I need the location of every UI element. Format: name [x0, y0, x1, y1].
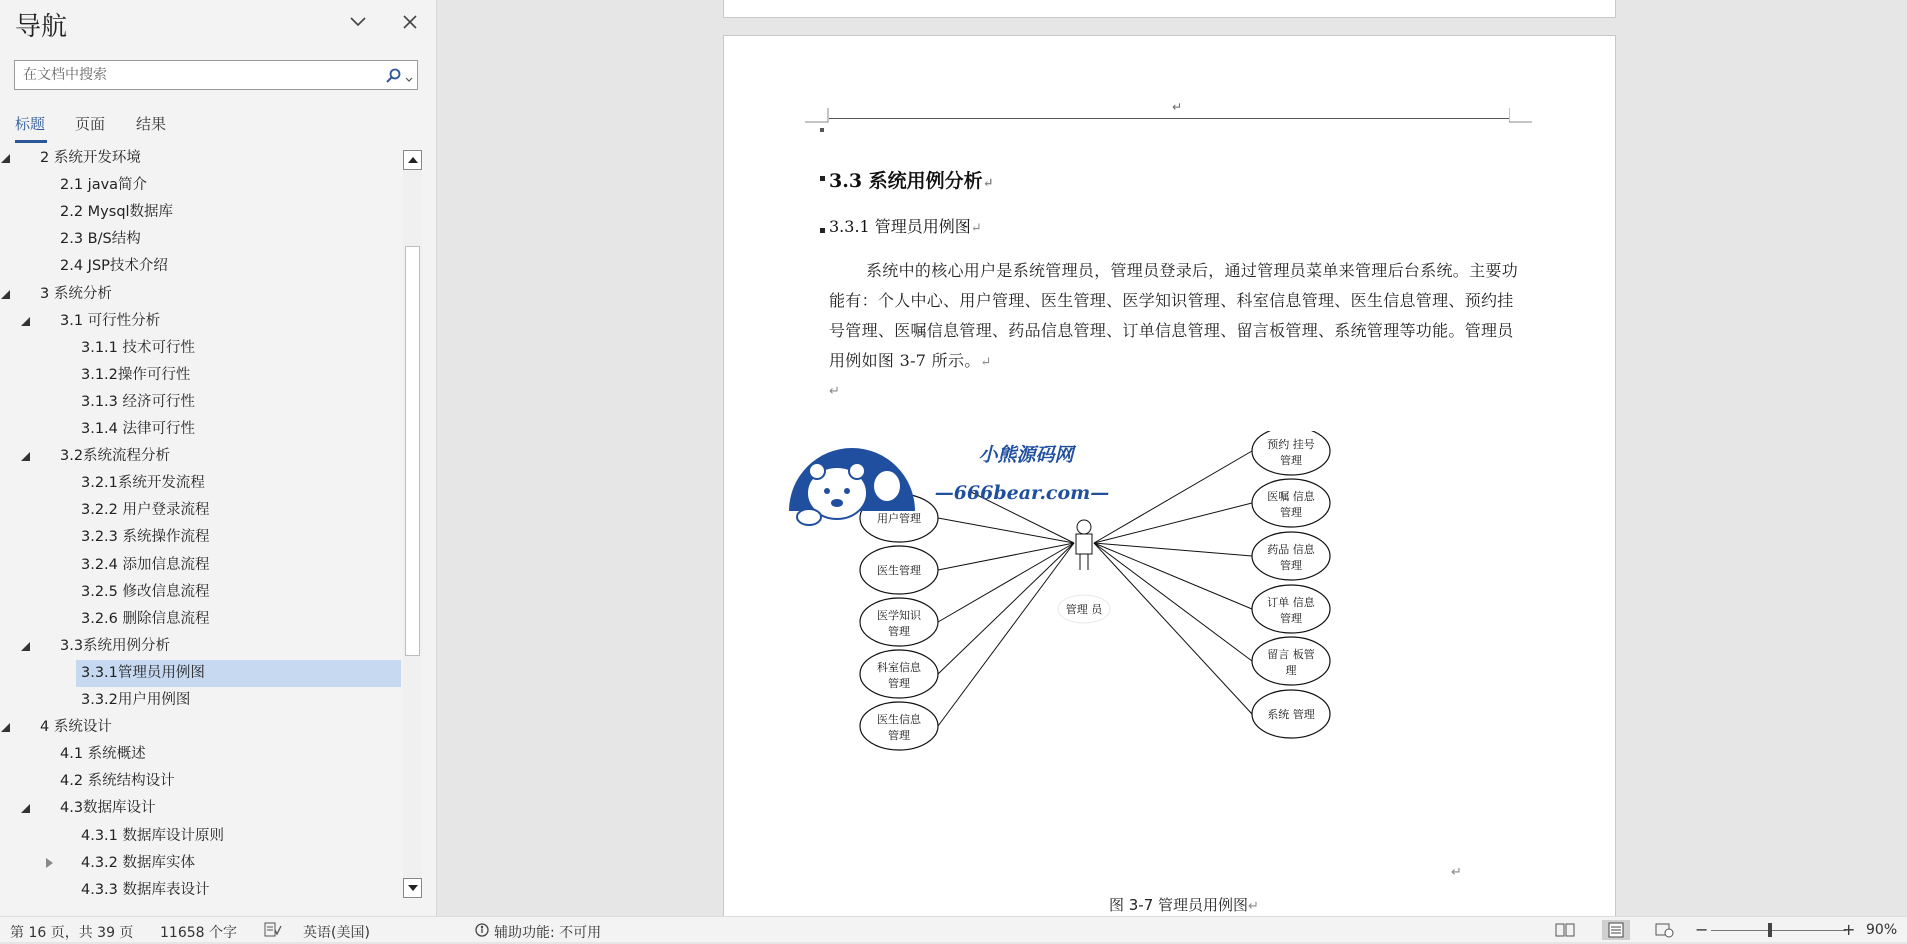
bear-nose-icon: [831, 499, 843, 507]
outline-tree: [0, 145, 402, 900]
outline-item-label: 3.1 可行性分析: [60, 312, 161, 329]
use-case-diagram[interactable]: [789, 431, 1389, 811]
use-case-label: 管理: [1280, 506, 1302, 519]
outline-item-label: 4.2 系统结构设计: [60, 773, 175, 790]
bear-paw-icon: [873, 470, 901, 502]
word-count[interactable]: 11658 个字: [160, 925, 237, 941]
zoom-out-button[interactable]: −: [1695, 920, 1709, 939]
page-count[interactable]: 第 16 页，共 39 页: [10, 925, 134, 941]
chevron-down-icon[interactable]: [347, 12, 369, 32]
heading-bullet: [820, 176, 825, 181]
association-line: [938, 543, 1074, 726]
outline-item[interactable]: [0, 145, 402, 172]
heading-3-3-mark: ↵: [982, 176, 994, 191]
use-case-ellipse: [1252, 585, 1330, 633]
scroll-up-button[interactable]: [403, 150, 422, 170]
use-case-ellipse: [1252, 479, 1330, 527]
actor-body: [1076, 534, 1092, 554]
use-case-ellipse: [860, 702, 938, 750]
outline-item[interactable]: [0, 795, 402, 822]
bear-paw-icon: [797, 509, 821, 525]
association-line: [938, 543, 1074, 674]
use-case-label: 管理: [1280, 612, 1302, 625]
outline-item-label: 4.3.2 数据库实体: [81, 854, 196, 871]
outline-item[interactable]: [0, 362, 402, 389]
heading-3-3-1-mark: ↵: [970, 221, 982, 236]
tab-results[interactable]: 结果: [136, 115, 167, 133]
outline-item[interactable]: [0, 579, 402, 606]
outline-item-label: 3.1.1 技术可行性: [81, 339, 196, 356]
scroll-down-button[interactable]: [403, 878, 422, 898]
outline-item-label: 3.1.3 经济可行性: [81, 393, 196, 410]
outline-item[interactable]: [0, 308, 402, 335]
accessibility-icon[interactable]: [474, 922, 492, 942]
outline-item[interactable]: [0, 226, 402, 253]
zoom-level[interactable]: 90%: [1866, 922, 1898, 938]
association-line: [1094, 543, 1252, 609]
zoom-in-button[interactable]: +: [1842, 920, 1856, 939]
use-case-label: 用户管理: [877, 512, 921, 525]
outline-item-label: 3.3.2用户用例图: [81, 692, 191, 708]
use-case-label: 管理: [1280, 454, 1302, 467]
outline-item[interactable]: [0, 524, 402, 551]
outline-item-label: 2 系统开发环境: [40, 150, 141, 166]
tab-headings[interactable]: 标题: [15, 115, 46, 133]
outline-item-label: 3.2.3 系统操作流程: [81, 529, 210, 546]
figure-caption-mark: ↵: [1248, 899, 1259, 914]
association-line: [1094, 543, 1252, 661]
expand-triangle-icon[interactable]: [21, 804, 30, 813]
outline-item[interactable]: [0, 389, 402, 416]
outline-item[interactable]: [0, 714, 402, 741]
association-line: [1094, 543, 1252, 714]
outline-item-label: 3.1.4 法律可行性: [81, 421, 196, 437]
outline-item[interactable]: [0, 850, 402, 877]
outline-item-label: 4 系统设计: [40, 719, 112, 736]
association-line: [938, 543, 1074, 622]
use-case-label: 系统 管理: [1267, 708, 1315, 721]
association-line: [938, 543, 1074, 570]
outline-item[interactable]: [0, 416, 402, 443]
use-case-label: 医学知识: [877, 609, 921, 622]
zoom-slider[interactable]: [1711, 930, 1846, 931]
status-bar: [0, 916, 1907, 942]
association-line: [938, 518, 1074, 543]
document-area[interactable]: [438, 0, 1907, 916]
expand-triangle-icon[interactable]: [1, 154, 10, 163]
accessibility-status[interactable]: 辅助功能: 不可用: [494, 925, 602, 941]
actor-label: 管理 员: [1065, 603, 1103, 616]
outline-item-label: 4.3.3 数据库表设计: [81, 881, 210, 898]
actor-head: [1077, 520, 1091, 534]
header-corner-left: [805, 108, 829, 128]
expand-triangle-icon[interactable]: [1, 723, 10, 732]
use-case-ellipse: [860, 650, 938, 698]
figure-caption-text: 图 3-7 管理员用例图: [1109, 896, 1249, 914]
body-paragraph-mark: ↵: [980, 355, 992, 370]
outline-scrollbar[interactable]: [403, 150, 422, 898]
use-case-label: 订单 信息: [1267, 596, 1315, 609]
outline-item-label: 3.3系统用例分析: [60, 637, 171, 654]
outline-item-label: 3.2.5 修改信息流程: [81, 583, 210, 600]
outline-item-label: 2.3 B/S结构: [60, 231, 141, 248]
language-indicator[interactable]: 英语(美国): [303, 925, 370, 941]
outline-item[interactable]: [0, 497, 402, 524]
previous-page: [723, 0, 1616, 18]
zoom-slider-thumb[interactable]: [1768, 923, 1772, 937]
bear-ear-icon: [809, 463, 825, 479]
outline-item[interactable]: [0, 687, 402, 714]
search-box: [14, 60, 418, 90]
outline-item[interactable]: [0, 335, 402, 362]
tab-pages[interactable]: 页面: [75, 115, 106, 133]
outline-item-label: 3.2系统流程分析: [60, 448, 171, 465]
collapse-triangle-icon[interactable]: [46, 858, 53, 868]
use-case-label: 预约 挂号: [1267, 438, 1315, 451]
document-page[interactable]: [723, 35, 1616, 916]
use-case-label: 医嘱 信息: [1267, 490, 1315, 503]
navigation-pane: [0, 0, 437, 916]
outline-item[interactable]: [0, 741, 402, 768]
search-options-chevron-icon[interactable]: [404, 70, 414, 80]
outline-item-label: 4.3数据库设计: [60, 800, 156, 817]
use-case-label: 管理: [888, 625, 910, 638]
outline-item-label: 3.2.2 用户登录流程: [81, 502, 210, 519]
outline-item-label: 3.1.2操作可行性: [81, 366, 191, 383]
outline-item[interactable]: [0, 172, 402, 199]
use-case-ellipse: [1252, 637, 1330, 685]
use-case-label: 医生信息: [877, 713, 921, 726]
association-line: [1094, 451, 1252, 543]
outline-item[interactable]: [0, 768, 402, 795]
outline-item-label: 2.4 JSP技术介绍: [60, 258, 168, 275]
bear-eye-icon: [844, 488, 850, 494]
heading-3-3[interactable]: [829, 166, 994, 193]
body-paragraph[interactable]: [829, 256, 1529, 378]
print-layout-icon[interactable]: [1602, 920, 1630, 940]
bear-ear-icon: [849, 463, 865, 479]
outline-item[interactable]: [0, 443, 402, 470]
outline-item[interactable]: [0, 606, 402, 633]
outline-item-label: 3.2.4 添加信息流程: [81, 556, 210, 573]
expand-triangle-icon[interactable]: [21, 452, 30, 461]
outline-item-label: 3.3.1管理员用例图: [76, 660, 401, 687]
outline-item[interactable]: [0, 199, 402, 226]
body-paragraph-text: 系统中的核心用户是系统管理员，管理员登录后，通过管理员菜单来管理后台系统。主要功能有：个人中心、用户管理、医生管理、医学知识管理、科室信息管理、医生信息管理、预约挂号管理、医嘱信息管理、药品信息管理、订单信息管理、留言板管理、系统管理等功能。管理员用例如图 3-7 所示。: [829, 261, 1519, 370]
outline-item-label: 4.3.1 数据库设计原则: [81, 827, 225, 844]
arrow-up-icon: [408, 157, 418, 163]
expand-triangle-icon[interactable]: [21, 642, 30, 651]
use-case-label: 理: [1285, 664, 1297, 677]
outline-item[interactable]: [0, 823, 402, 850]
use-case-label: 药品 信息: [1267, 543, 1315, 556]
search-input[interactable]: [23, 61, 383, 89]
outline-item[interactable]: [0, 877, 402, 900]
watermark-title: 小熊源码网: [978, 444, 1074, 466]
association-line: [1094, 503, 1252, 543]
nav-title: 导航: [15, 12, 68, 42]
outline-item[interactable]: [0, 470, 402, 497]
outline-item-label: 4.1 系统概述: [60, 746, 146, 763]
header-rule: [829, 118, 1509, 119]
proofing-icon[interactable]: [264, 922, 282, 942]
outline-item-label: 3.2.6 删除信息流程: [81, 610, 210, 627]
heading-3-3-1[interactable]: [829, 214, 982, 237]
figure-caption[interactable]: [1109, 894, 1259, 915]
outline-item-label: 3 系统分析: [40, 285, 112, 302]
use-case-ellipse: [1252, 532, 1330, 580]
use-case-label: 留言 板管: [1267, 648, 1315, 661]
outline-item[interactable]: [0, 281, 402, 308]
heading-3-3-text: 3.3 系统用例分析: [829, 170, 983, 192]
outline-item-label: 3.2.1系统开发流程: [81, 475, 205, 492]
watermark-url: —666bear.com—: [934, 482, 1110, 504]
outline-item-label: 2.1 java简介: [60, 177, 148, 194]
outline-item[interactable]: [0, 633, 402, 660]
active-tab-indicator: [15, 140, 47, 143]
use-case-label: 管理: [888, 677, 910, 690]
outline-item[interactable]: [0, 660, 402, 687]
read-mode-icon[interactable]: [1555, 922, 1575, 942]
use-case-label: 管理: [1280, 559, 1302, 572]
expand-triangle-icon[interactable]: [21, 317, 30, 326]
outline-item-label: 2.2 Mysql数据库: [60, 204, 174, 221]
use-case-label: 医生管理: [877, 564, 921, 577]
bear-eye-icon: [824, 488, 830, 494]
outline-item[interactable]: [0, 552, 402, 579]
empty-paragraph-mark: ↵: [829, 384, 840, 399]
use-case-label: 科室信息: [877, 661, 921, 674]
search-icon[interactable]: [385, 67, 403, 85]
diagram-paragraph-mark: ↵: [1451, 865, 1462, 880]
scroll-thumb[interactable]: [405, 246, 420, 656]
header-corner-right: [1509, 108, 1533, 128]
close-icon[interactable]: [399, 11, 421, 33]
web-layout-icon[interactable]: [1655, 922, 1675, 942]
header-paragraph-mark: ↵: [1172, 100, 1183, 114]
subheading-bullet: [820, 228, 825, 233]
heading-3-3-1-text: 3.3.1 管理员用例图: [829, 217, 971, 236]
outline-item[interactable]: [0, 253, 402, 280]
expand-triangle-icon[interactable]: [1, 290, 10, 299]
arrow-down-icon: [408, 885, 418, 891]
use-case-label: 管理: [888, 729, 910, 742]
header-anchor-mark: [820, 128, 824, 132]
association-line: [1094, 543, 1252, 556]
use-case-ellipse: [860, 598, 938, 646]
